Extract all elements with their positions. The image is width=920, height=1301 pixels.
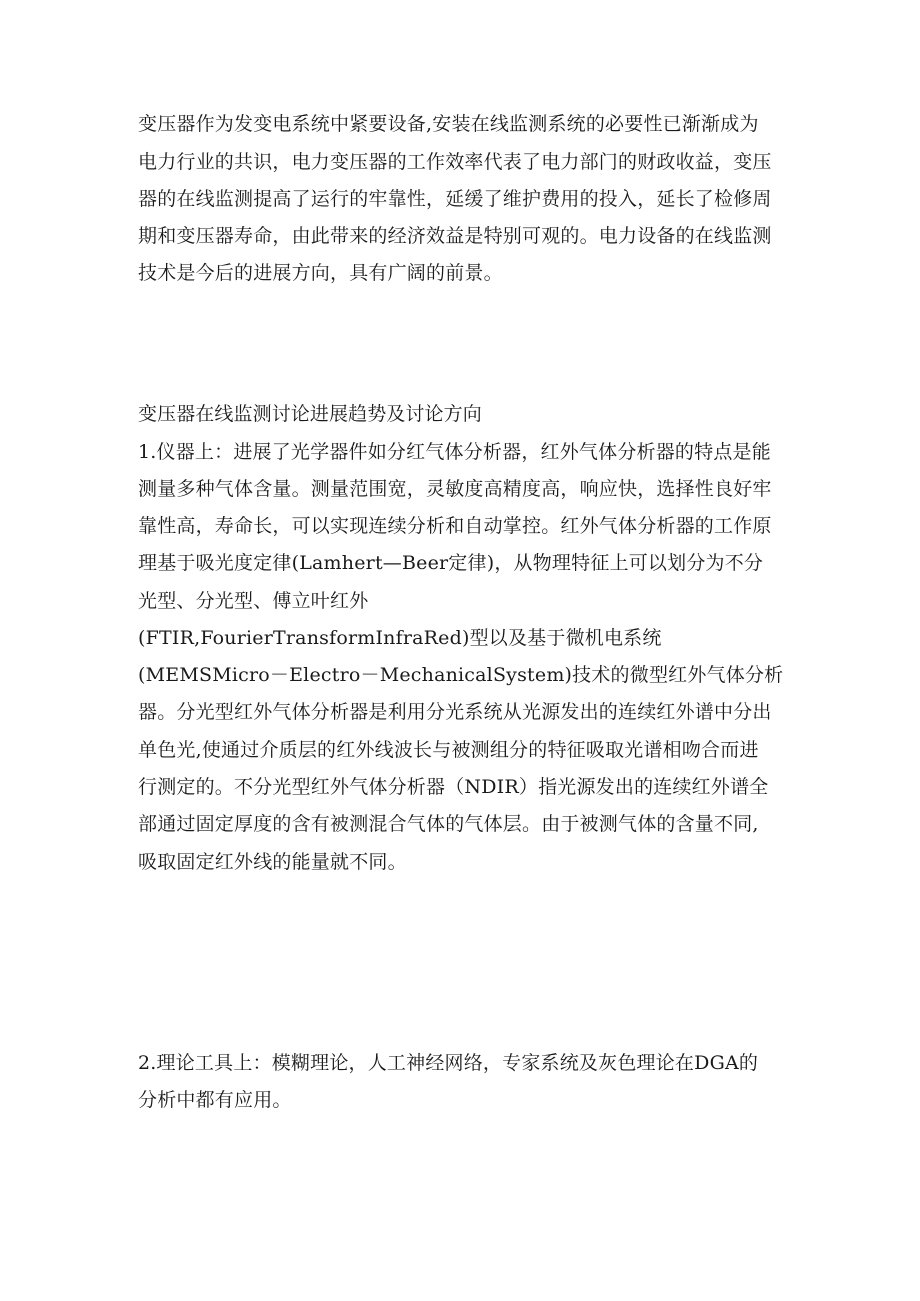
paragraph-2-line-2: 测量多种气体含量。测量范围宽，灵敏度高精度高，响应快，选择性良好牢 [138,478,772,500]
paragraph-1-line-5: 技术是今后的进展方向，具有广阔的前景。 [138,262,503,284]
paragraph-2-line-5: 光型、分光型、傅立叶红外 [138,590,369,612]
paragraph-2-line-4: 理基于吸光度定律(Lamhert—Beer定律)，从物理特征上可以划分为不分 [138,552,764,574]
paragraph-2-line-6: (FTIR,FourierTransformInfraRed)型以及基于微机电系统 [138,627,662,649]
paragraph-3-line-1: 2.理论工具上：模糊理论，人工神经网络，专家系统及灰色理论在DGA的 [138,1052,759,1074]
paragraph-2-line-10: 行测定的。不分光型红外气体分析器（NDIR）指光源发出的连续红外谱全 [138,776,769,798]
paragraph-1-line-1: 变压器作为发变电系统中紧要设备,安装在线监测系统的必要性已渐渐成为 [138,113,759,135]
paragraph-2-line-9: 单色光,使通过介质层的红外线波长与被测组分的特征吸取光谱相吻合而进 [138,739,759,761]
paragraph-2-line-11: 部通过固定厚度的含有被测混合气体的气体层。由于被测气体的含量不同, [138,813,759,835]
paragraph-2-line-8: 器。分光型红外气体分析器是利用分光系统从光源发出的连续红外谱中分出 [138,701,772,723]
paragraph-2-line-3: 靠性高，寿命长，可以实现连续分析和自动掌控。红外气体分析器的工作原 [138,515,772,537]
paragraph-2-line-12: 吸取固定红外线的能量就不同。 [138,851,407,873]
paragraph-2-line-7: (MEMSMicro－Electro－MechanicalSystem)技术的微型红外气体分析 [138,664,784,686]
paragraph-1-line-4: 期和变压器寿命，由此带来的经济效益是特别可观的。电力设备的在线监测 [138,225,772,247]
paragraph-2-line-1: 1.仪器上：进展了光学器件如分红气体分析器，红外气体分析器的特点是能 [138,441,771,463]
section-heading: 变压器在线监测讨论进展趋势及讨论方向 [138,403,482,425]
paragraph-1-line-3: 器的在线监测提高了运行的牢靠性，延缓了维护费用的投入，延长了检修周 [138,188,772,210]
paragraph-1-line-2: 电力行业的共识，电力变压器的工作效率代表了电力部门的财政收益，变压 [138,151,772,173]
paragraph-3-line-2: 分析中都有应用。 [138,1089,292,1111]
